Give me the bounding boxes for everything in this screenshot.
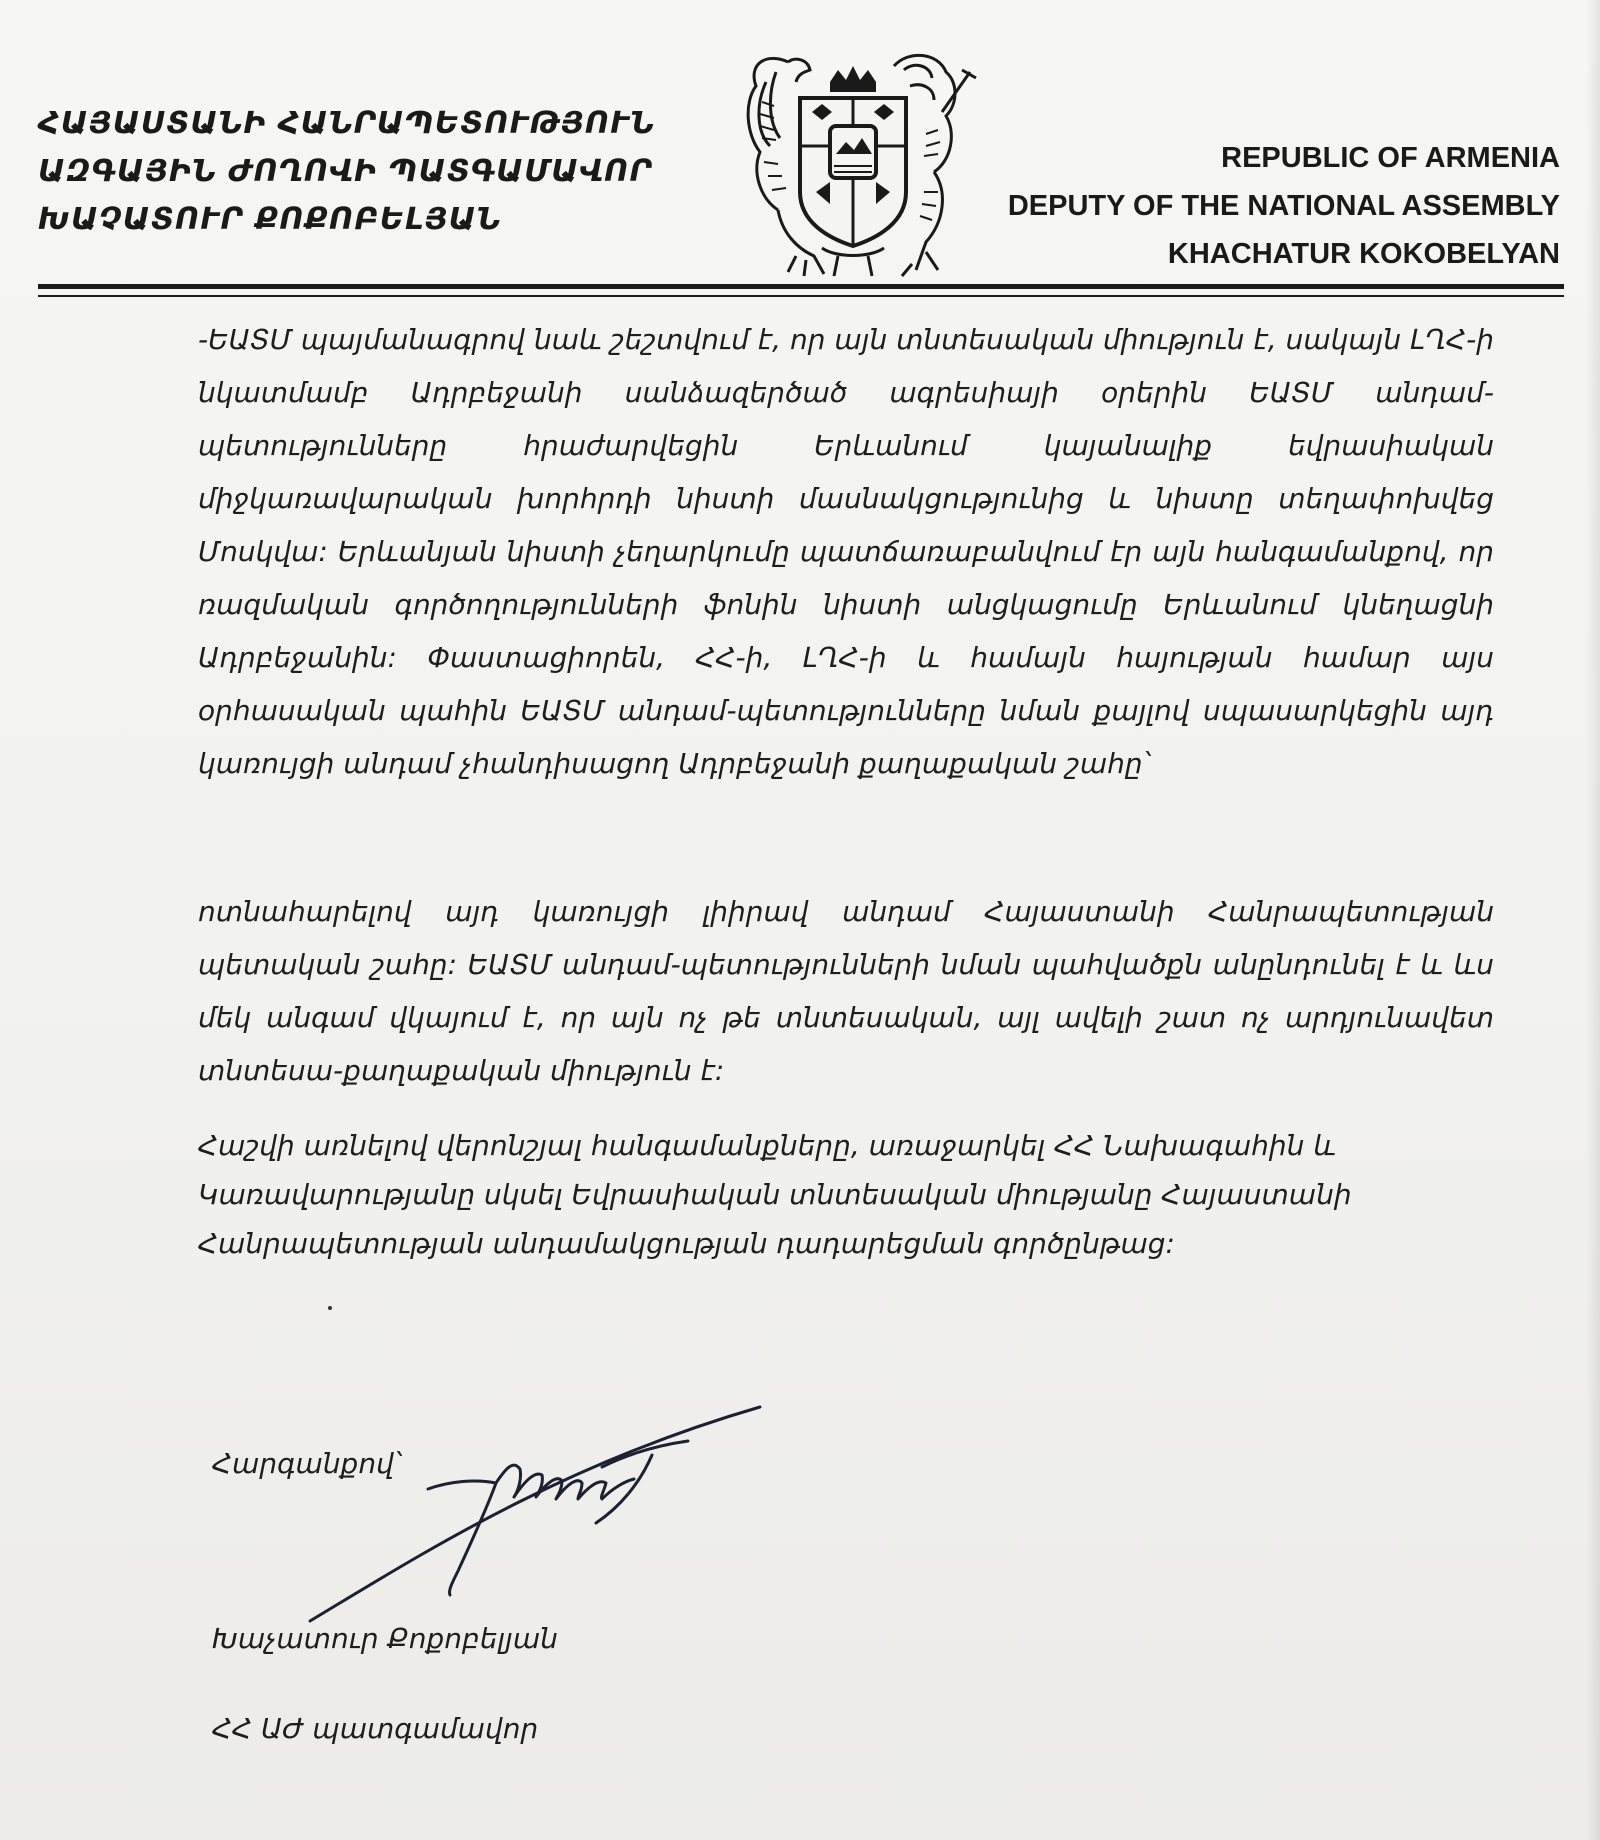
- handwritten-signature: [300, 1395, 770, 1635]
- letterhead-english-line-2: DEPUTY OF THE NATIONAL ASSEMBLY: [1007, 190, 1560, 222]
- letterhead-armenian-line-2: ԱԶԳԱՅԻՆ ԺՈՂՈՎԻ ՊԱՏԳԱՄԱՎՈՐ: [38, 154, 653, 189]
- letterhead-english: [940, 134, 1560, 278]
- page-edge-shadow: [1586, 0, 1600, 1840]
- body-paragraph-2: ոտնահարելով այդ կառույցի լիիրավ անդամ Հայաստանի Հանրապետության պետական շահը: ԵԱՏՄ անդամ-պետությունների նման պահվածքն անընդունել է և ևս մեկ անգամ վկայում է, որ այն ոչ թե տնտեսական, այլ ավելի շատ ոչ արդյունավետ տնտեսա-քաղաքական միություն է:: [198, 895, 1494, 1087]
- letterhead-armenian-line-3: ԽԱՉԱՏՈՒՐ ՔՈՔՈԲԵԼՅԱՆ: [38, 202, 502, 237]
- signer-position: ՀՀ ԱԺ պատգամավոր: [212, 1712, 539, 1745]
- signer-name: Խաչատուր Քոքոբելյան: [212, 1622, 558, 1655]
- letterhead-divider-thin: [38, 295, 1564, 297]
- letterhead-english-line-1: REPUBLIC OF ARMENIA: [1221, 142, 1560, 174]
- letterhead: [0, 0, 1600, 300]
- body-paragraph-3: Հաշվի առնելով վերոնշյալ հանգամանքները, առաջարկել ՀՀ Նախագահին և Կառավարությանը սկսել Եվրասիական տնտեսական միությանը Հայաստանի Հանրապետության անդամակցության դադարեցման գործընթաց:: [198, 1129, 1352, 1260]
- body-paragraph-1: -ԵԱՏՄ պայմանագրով նաև շեշտվում է, որ այն տնտեսական միություն է, սակայն ԼՂՀ-ի նկատմամբ Ադրբեջանի սանձազերծած ագրեսիայի օրերին ԵԱՏՄ անդամ-պետությունները հրաժարվեցին Երևանում կայանալիք եվրասիական միջկառավարական խորհրդի նիստի մասնակցությունից և նիստը տեղափոխվեց Մոսկվա: Երևանյան նիստի չեղարկումը պատճառաբանվում էր այն հանգամանքով, որ ռազմական գործողությունների ֆոնին նիստի անցկացումը Երևանում կնեղացնի Ադրբեջանին: Փաստացիորեն, ՀՀ-ի, ԼՂՀ-ի և համայն հայության համար այս օրհասական պահին ԵԱՏՄ անդամ-պետությունները նման քայլով սպասարկեցին այդ կառույցի անդամ չհանդիսացող Ադրբեջանի քաղաքական շահը՝: [198, 323, 1494, 780]
- letterhead-armenian-line-1: ՀԱՅԱՍՏԱՆԻ ՀԱՆՐԱՊԵՏՈՒԹՅՈՒՆ: [38, 106, 656, 141]
- closing-salutation: Հարգանքով՝: [212, 1447, 401, 1480]
- ink-speck: [328, 1306, 332, 1310]
- letterhead-english-line-3: KHACHATUR KOKOBELYAN: [1167, 238, 1560, 270]
- letterhead-armenian: [38, 100, 678, 244]
- letterhead-divider-thick: [38, 284, 1564, 289]
